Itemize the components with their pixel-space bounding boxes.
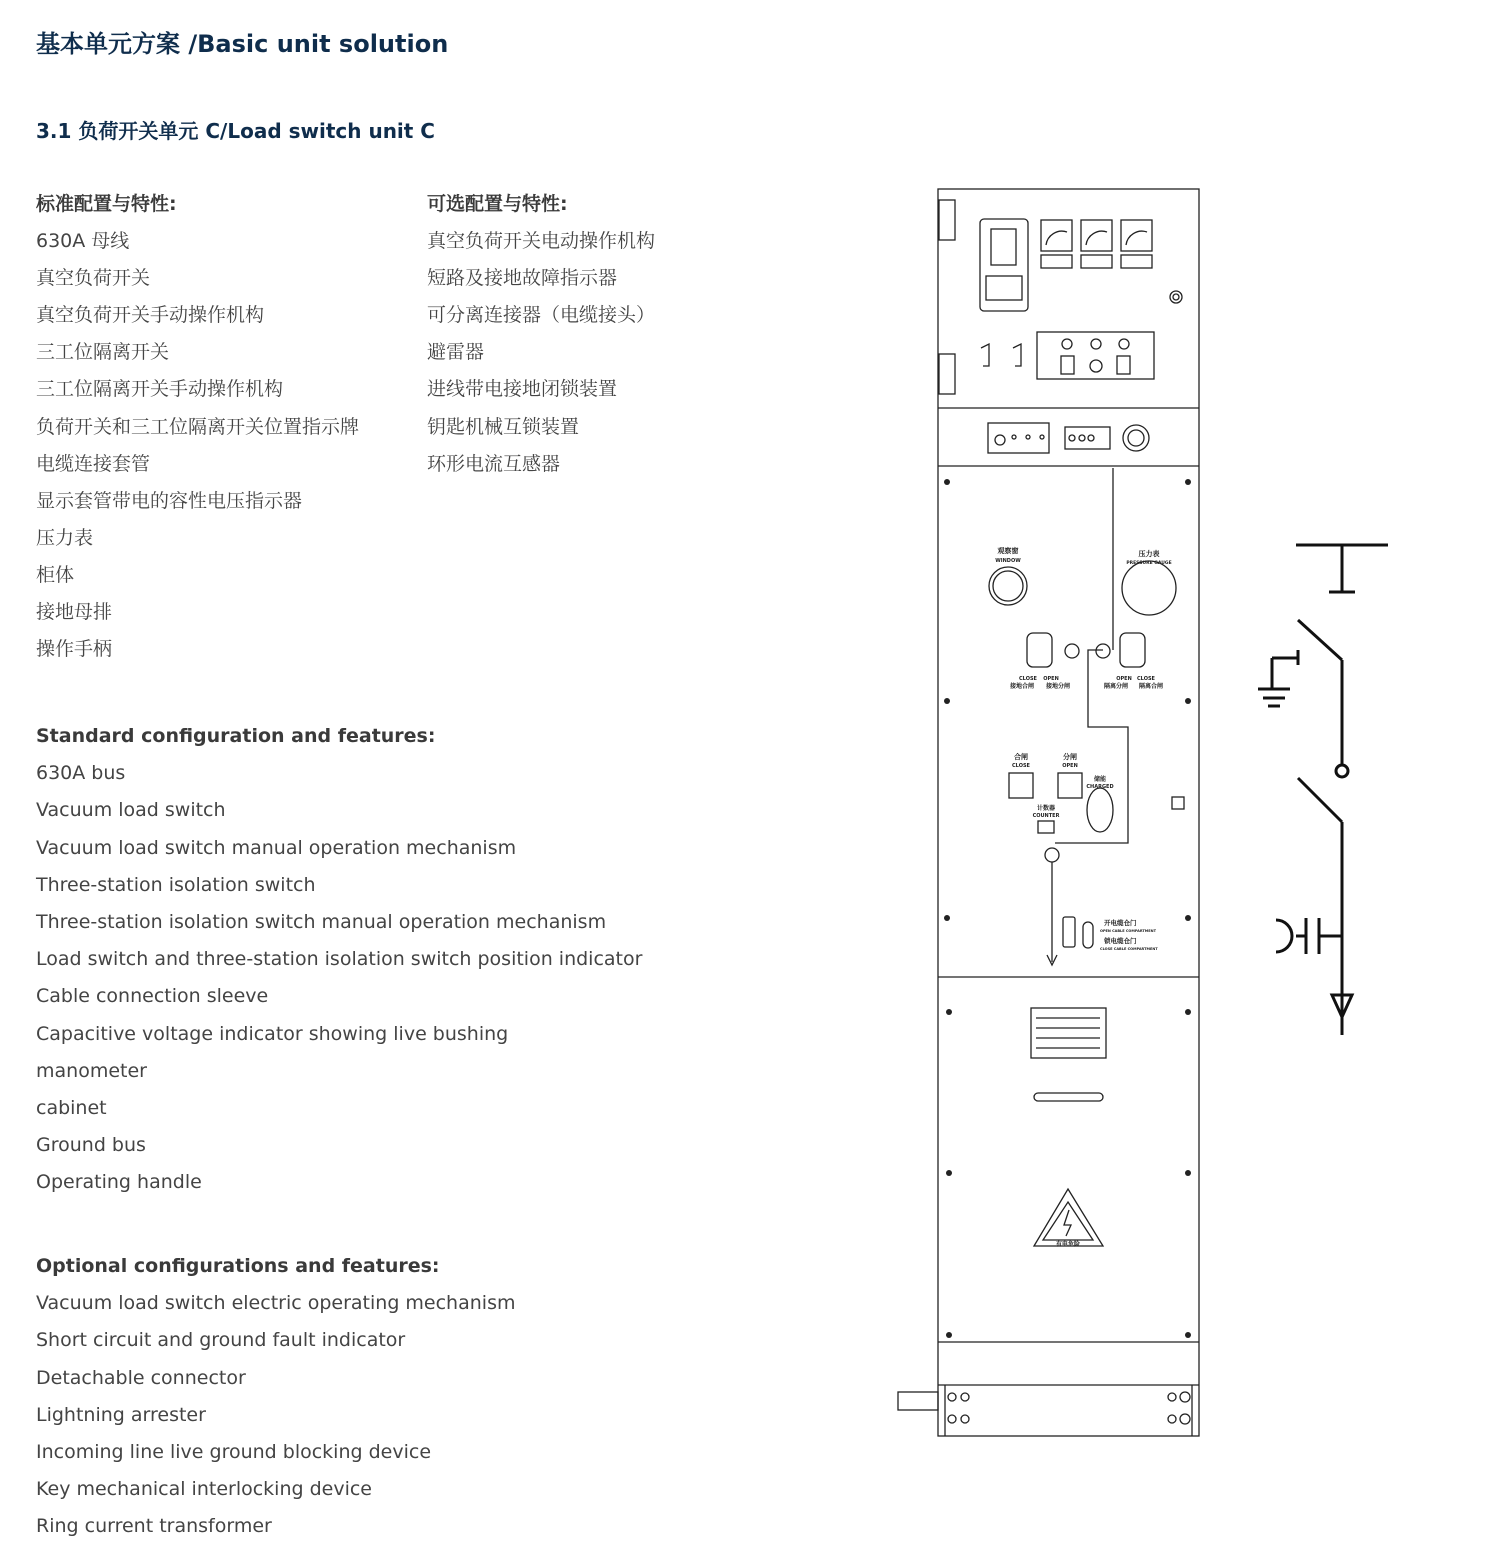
open-cable-label-cn: 开电缆仓门 — [1104, 919, 1137, 927]
window-label-cn: 观察窗 — [997, 547, 1019, 555]
charged-label-en: CHARGED — [1086, 784, 1114, 790]
window-icon — [989, 567, 1027, 605]
list-item: 钥匙机械互锁装置 — [427, 415, 580, 438]
standard-config-cn-heading: 标准配置与特性: — [36, 193, 177, 215]
open-label-cn: 分闸 — [1063, 753, 1077, 761]
section-title: 3.1 负荷开关单元 C/Load switch unit C — [36, 119, 435, 143]
charged-label-cn: 储能 — [1093, 776, 1107, 783]
standard-config-en — [36, 718, 642, 1201]
list-item: 630A bus — [36, 762, 126, 785]
page-title: 基本单元方案 /Basic unit solution — [36, 30, 449, 58]
hinge-icon — [939, 200, 955, 240]
open-cable-label-en: OPEN CABLE COMPARTMENT — [1100, 929, 1156, 933]
optional-config-cn-heading: 可选配置与特性: — [427, 193, 568, 215]
list-item: 进线带电接地闭锁装置 — [427, 378, 618, 401]
optional-config-en-heading: Optional configurations and features: — [36, 1255, 440, 1277]
window-label-en: WINDOW — [995, 558, 1021, 564]
cable-door-handle — [1034, 1093, 1103, 1101]
standard-config-cn — [36, 186, 359, 668]
list-item: 可分离连接器（电缆接头） — [427, 304, 656, 327]
optional-config-cn — [427, 186, 655, 483]
list-item: 避雷器 — [427, 341, 485, 364]
list-item: 630A 母线 — [36, 230, 130, 253]
earth-close-label-cn: 接地合闸 — [1009, 683, 1035, 690]
iso-open-label-en: OPEN — [1116, 676, 1132, 682]
list-item: 真空负荷开关电动操作机构 — [427, 230, 656, 253]
list-item: Vacuum load switch — [36, 799, 226, 822]
emergency-stop-icon — [1123, 425, 1149, 451]
gauge-label-cn: 压力表 — [1138, 550, 1160, 558]
handle-icon — [981, 344, 989, 366]
list-item: 柜体 — [36, 563, 75, 586]
list-item: manometer — [36, 1059, 147, 1082]
open-label-en: OPEN — [1062, 763, 1078, 769]
list-item: Operating handle — [36, 1171, 202, 1194]
earth-close-label-en: CLOSE — [1019, 676, 1037, 682]
ammeter-icon — [1081, 220, 1112, 268]
hinge-icon — [939, 354, 955, 394]
list-item: 环形电流互感器 — [427, 452, 561, 475]
isolating-point-symbol — [1336, 765, 1348, 777]
close-label-en: CLOSE — [1012, 763, 1030, 769]
cabinet-outline — [938, 189, 1199, 1436]
capacitive-divider-symbol — [1276, 918, 1342, 954]
list-item: Key mechanical interlocking device — [36, 1478, 372, 1501]
optional-config-en — [36, 1248, 515, 1546]
door-lock-icon — [1170, 291, 1182, 303]
list-item: Vacuum load switch electric operating mechanism — [36, 1292, 516, 1315]
list-item: Lightning arrester — [36, 1403, 206, 1426]
list-item: cabinet — [36, 1096, 107, 1119]
list-item: Three-station isolation switch — [36, 873, 316, 896]
list-item: 压力表 — [36, 526, 94, 549]
bolt-icon — [944, 479, 1191, 1338]
pressure-gauge-icon — [1122, 561, 1176, 615]
counter-label-en: COUNTER — [1032, 813, 1060, 819]
list-item: 显示套管带电的容性电压指示器 — [36, 489, 303, 512]
cabinet-front-drawing — [890, 180, 1220, 1445]
list-item: Capacitive voltage indicator showing live bushing — [36, 1022, 509, 1045]
single-line-schematic — [1245, 530, 1395, 1045]
list-item: Short circuit and ground fault indicator — [36, 1329, 406, 1352]
list-item: 真空负荷开关手动操作机构 — [36, 304, 265, 327]
rating-plate — [1031, 1008, 1106, 1058]
earth-switch-mechanism — [1027, 633, 1145, 667]
list-item: Detachable connector — [36, 1366, 246, 1389]
ammeter-icon — [1121, 220, 1152, 268]
list-item: 三工位隔离开关 — [36, 341, 170, 364]
iso-close-label-en: CLOSE — [1137, 676, 1155, 682]
list-item: 三工位隔离开关手动操作机构 — [36, 378, 284, 401]
counter-window — [1038, 821, 1054, 833]
ammeter-icon — [1041, 220, 1072, 268]
list-item: Load switch and three-station isolation switch position indicator — [36, 948, 643, 971]
gauge-label-en: PRESSURE GAUGE — [1126, 561, 1172, 566]
lock-cable-label-cn: 锁电缆仓门 — [1104, 937, 1137, 945]
list-item: 短路及接地故障指示器 — [427, 267, 618, 290]
list-item: Vacuum load switch manual operation mechanism — [36, 836, 517, 859]
list-item: 负荷开关和三工位隔离开关位置指示牌 — [36, 415, 360, 438]
danger-label-cn: 有电危险 — [1055, 1241, 1081, 1248]
iso-open-label-cn: 隔离分闸 — [1103, 683, 1129, 690]
lock-cable-label-en: CLOSE CABLE COMPARTMENT — [1100, 947, 1158, 951]
counter-label-cn: 计数器 — [1036, 805, 1056, 812]
list-item: 接地母排 — [36, 601, 113, 624]
earthing-switch-symbol — [1258, 620, 1342, 765]
list-item: Ring current transformer — [36, 1515, 272, 1538]
list-item: 真空负荷开关 — [36, 267, 151, 290]
earth-open-label-cn: 接地分闸 — [1045, 683, 1071, 690]
list-item: 操作手柄 — [36, 638, 113, 661]
list-item: 电缆连接套管 — [36, 452, 151, 475]
list-item: Cable connection sleeve — [36, 985, 269, 1008]
close-label-cn: 合闸 — [1014, 753, 1028, 761]
earth-open-label-en: OPEN — [1043, 676, 1059, 682]
list-item: Three-station isolation switch manual operation mechanism — [36, 910, 607, 933]
list-item: Ground bus — [36, 1134, 146, 1157]
list-item: Incoming line live ground blocking device — [36, 1440, 432, 1463]
standard-config-en-heading: Standard configuration and features: — [36, 725, 436, 747]
iso-close-label-cn: 隔离合闸 — [1138, 683, 1164, 690]
handle-icon — [1013, 344, 1021, 366]
